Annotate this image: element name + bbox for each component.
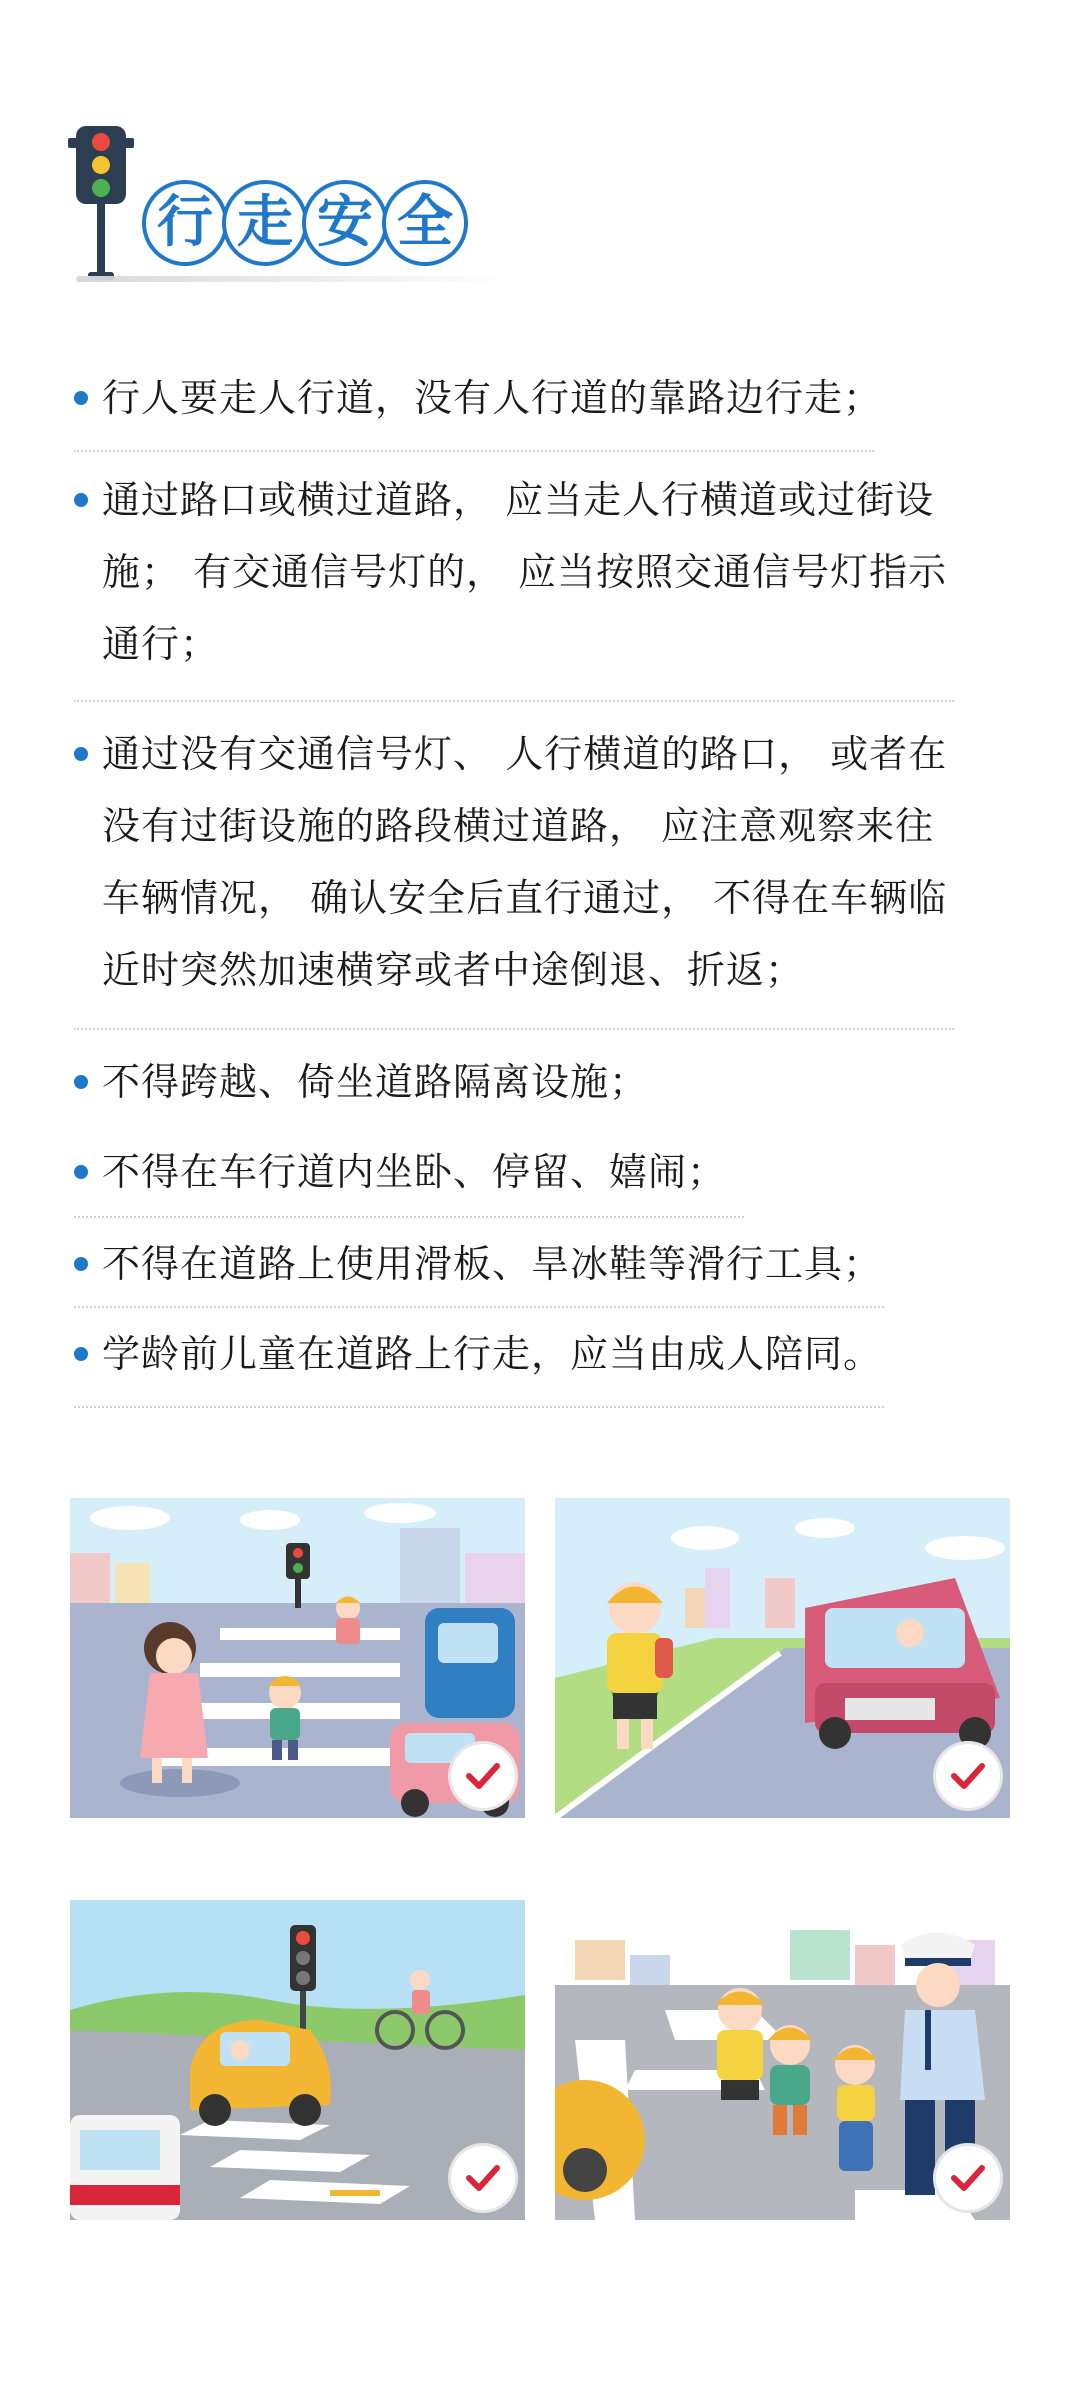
- list-item: [74, 356, 954, 450]
- bullet-icon: [74, 1257, 88, 1271]
- check-badge: [936, 1744, 1000, 1808]
- bullet-icon: [74, 391, 88, 405]
- title-char: 行: [142, 180, 228, 266]
- list-item: [74, 1030, 954, 1126]
- check-badge: [936, 2146, 1000, 2210]
- check-icon: [948, 2158, 988, 2198]
- illustration-traffic-light-crossing: [70, 1900, 525, 2220]
- bullet-icon: [74, 747, 88, 761]
- bullet-icon: [74, 493, 88, 507]
- rule-text: 学龄前儿童在道路上行走，应当由成人陪同。: [102, 1332, 883, 1376]
- rules-list: [74, 356, 954, 1408]
- rule-text: 不得跨越、倚坐道路隔离设施；: [102, 1060, 649, 1104]
- title-char: 安: [302, 180, 388, 266]
- traffic-light-icon: [66, 126, 136, 281]
- check-badge: [451, 2146, 515, 2210]
- page-title: [142, 180, 462, 266]
- check-icon: [463, 1756, 503, 1796]
- list-item: [74, 1308, 954, 1406]
- rule-text: 不得在道路上使用滑板、旱冰鞋等滑行工具；: [102, 1242, 883, 1286]
- illustration-police-guiding: [555, 1900, 1010, 2220]
- rule-text: 通过没有交通信号灯、 人行横道的路口， 或者在没有过街设施的路段横过道路， 应注意观察来往车辆情况， 确认安全后直行通过， 不得在车辆临近时突然加速横穿或者中途倒退、折返；: [102, 732, 948, 992]
- illustration-crosswalk-intersection: [70, 1498, 525, 1818]
- title-underline: [76, 276, 516, 282]
- bullet-icon: [74, 1165, 88, 1179]
- bullet-icon: [74, 1347, 88, 1361]
- check-icon: [463, 2158, 503, 2198]
- rule-text: 行人要走人行道，没有人行道的靠路边行走；: [102, 376, 883, 420]
- title-char: 全: [382, 180, 468, 266]
- check-badge: [451, 1744, 515, 1808]
- check-icon: [948, 1756, 988, 1796]
- rule-text: 通过路口或横过道路， 应当走人行横道或过街设施； 有交通信号灯的， 应当按照交通信号灯指示通行；: [102, 478, 948, 666]
- list-item: [74, 702, 954, 1028]
- title-char: 走: [222, 180, 308, 266]
- bullet-icon: [74, 1075, 88, 1089]
- divider: [74, 1406, 884, 1408]
- list-item: [74, 1218, 954, 1306]
- rule-text: 不得在车行道内坐卧、停留、嬉闹；: [102, 1150, 727, 1194]
- page-header: [66, 126, 526, 286]
- list-item: [74, 1126, 954, 1216]
- list-item: [74, 452, 954, 700]
- illustration-roadside-walking: [555, 1498, 1010, 1818]
